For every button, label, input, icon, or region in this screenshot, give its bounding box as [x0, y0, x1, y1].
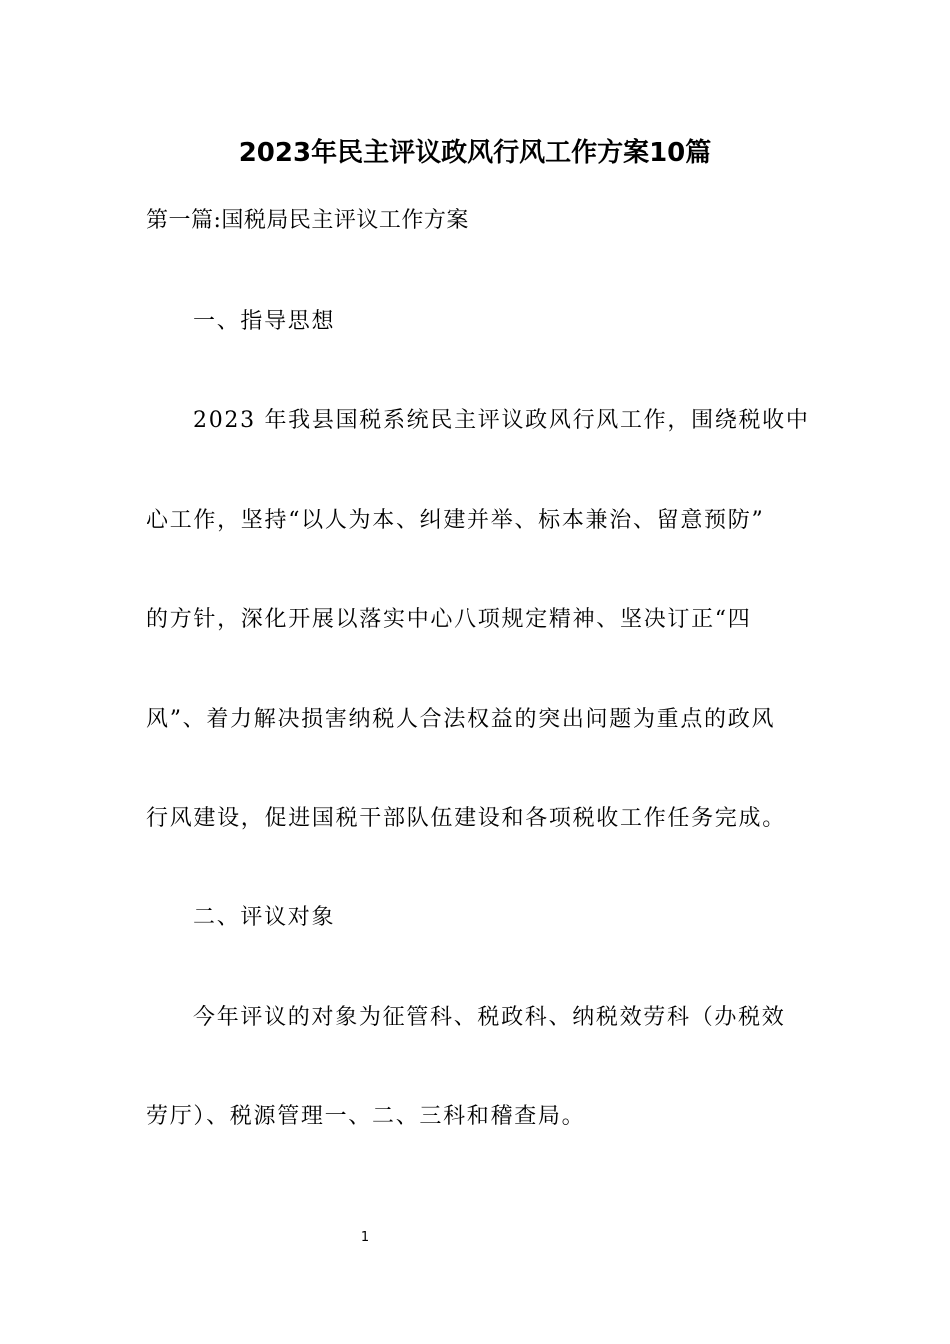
paragraph-line: 的方针，深化开展以落实中心八项规定精神、坚决订正“四	[146, 607, 752, 632]
paragraph-line: 2023 年我县国税系统民主评议政风行风工作，围绕税收中	[193, 408, 810, 433]
section-heading-review-targets: 二、评议对象	[193, 905, 336, 930]
chapter-subtitle: 第一篇:国税局民主评议工作方案	[146, 208, 469, 233]
section-heading-guiding-thought: 一、指导思想	[193, 309, 336, 334]
page-number: 1	[360, 1230, 370, 1245]
paragraph-line: 心工作，坚持“以人为本、纠建并举、标本兼治、留意预防”	[146, 508, 765, 533]
paragraph-line: 劳厅）、税源管理一、二、三科和稽查局。	[146, 1104, 586, 1129]
paragraph-line: 风”、着力解决损害纳税人合法权益的突出问题为重点的政风	[146, 707, 776, 732]
document-title: 2023年民主评议政风行风工作方案10篇	[238, 138, 712, 168]
paragraph-line: 行风建设，促进国税干部队伍建设和各项税收工作任务完成。	[146, 806, 786, 831]
paragraph-line: 今年评议的对象为征管科、税政科、纳税效劳科（办税效	[193, 1005, 786, 1030]
